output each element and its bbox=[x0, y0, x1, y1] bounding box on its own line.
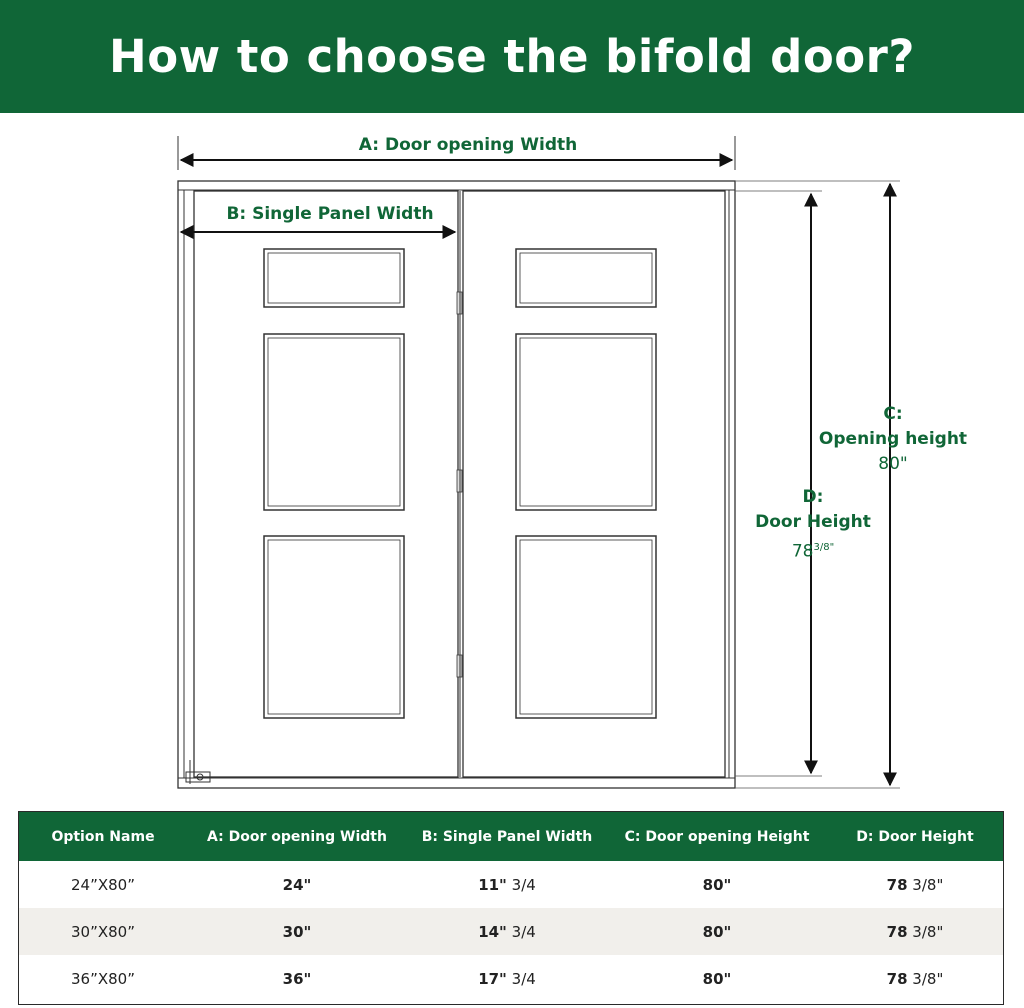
header-option-name: Option Name bbox=[19, 812, 187, 861]
page-title: How to choose the bifold door? bbox=[109, 30, 915, 83]
cell-option-name: 24”X80” bbox=[71, 875, 135, 894]
cell-b-main: 11" bbox=[478, 875, 507, 894]
cell-b-frac: 3/4 bbox=[506, 875, 536, 894]
right-door-panel bbox=[463, 191, 725, 777]
cell-d bbox=[827, 908, 1003, 955]
label-d bbox=[738, 485, 888, 565]
size-table bbox=[18, 811, 1004, 1005]
header-door-opening-height: C: Door opening Height bbox=[607, 812, 827, 861]
cell-d-main: 78 bbox=[886, 969, 908, 988]
label-c-letter: C: bbox=[883, 404, 903, 424]
cell-c-value: 80" bbox=[702, 875, 732, 894]
cell-b-main: 14" bbox=[478, 922, 507, 941]
header-door-height: D: Door Height bbox=[827, 812, 1003, 861]
pivot-bracket bbox=[186, 760, 210, 784]
cell-b-frac: 3/4 bbox=[506, 922, 536, 941]
label-d-value-frac: 3/8" bbox=[813, 542, 835, 553]
label-b: B: Single Panel Width bbox=[226, 204, 434, 224]
label-a: A: Door opening Width bbox=[358, 135, 578, 155]
cell-b bbox=[407, 908, 607, 955]
cell-d-main: 78 bbox=[886, 922, 908, 941]
cell-d-frac: 3/8" bbox=[907, 922, 944, 941]
dimension-b-arrow bbox=[178, 222, 455, 242]
cell-option-name: 30”X80” bbox=[19, 908, 187, 955]
header-single-panel-width: B: Single Panel Width bbox=[407, 812, 607, 861]
cell-a-value: 30" bbox=[282, 922, 312, 941]
label-d-name: Door Height bbox=[755, 512, 871, 532]
table-row bbox=[19, 955, 1003, 1002]
label-d-value bbox=[738, 535, 888, 565]
left-door-panel bbox=[194, 191, 458, 777]
cell-c bbox=[607, 955, 827, 1002]
cell-d bbox=[827, 861, 1003, 908]
label-c bbox=[808, 402, 978, 477]
label-c-name: Opening height bbox=[818, 429, 968, 449]
table-header-row bbox=[19, 812, 1003, 861]
cell-a bbox=[187, 908, 407, 955]
label-c-value: 80" bbox=[878, 454, 908, 474]
cell-b bbox=[407, 861, 607, 908]
cell-d-frac: 3/8" bbox=[907, 969, 944, 988]
cell-b bbox=[407, 955, 607, 1002]
table-row bbox=[19, 861, 1003, 908]
cell-option-name: 36”X80” bbox=[71, 969, 135, 988]
cell-c-value: 80" bbox=[702, 969, 732, 988]
cell-d bbox=[827, 955, 1003, 1002]
dimension-d-arrow bbox=[735, 191, 822, 776]
cell-c bbox=[607, 861, 827, 908]
cell-d-main: 78 bbox=[886, 875, 908, 894]
title-banner bbox=[0, 0, 1024, 113]
cell-a-value: 24" bbox=[282, 875, 312, 894]
cell-b-main: 17" bbox=[478, 969, 507, 988]
cell-d-frac: 3/8" bbox=[907, 875, 944, 894]
header-door-opening-width: A: Door opening Width bbox=[187, 812, 407, 861]
door-frame bbox=[178, 181, 735, 788]
cell-a bbox=[187, 955, 407, 1002]
table-row bbox=[19, 908, 1003, 955]
cell-a bbox=[187, 861, 407, 908]
label-d-letter: D: bbox=[802, 487, 824, 507]
cell-a-value: 36" bbox=[282, 969, 312, 988]
cell-c-value: 80" bbox=[702, 922, 732, 941]
cell-b-frac: 3/4 bbox=[506, 969, 536, 988]
label-d-value-main: 78 bbox=[791, 541, 814, 562]
cell-c bbox=[607, 908, 827, 955]
